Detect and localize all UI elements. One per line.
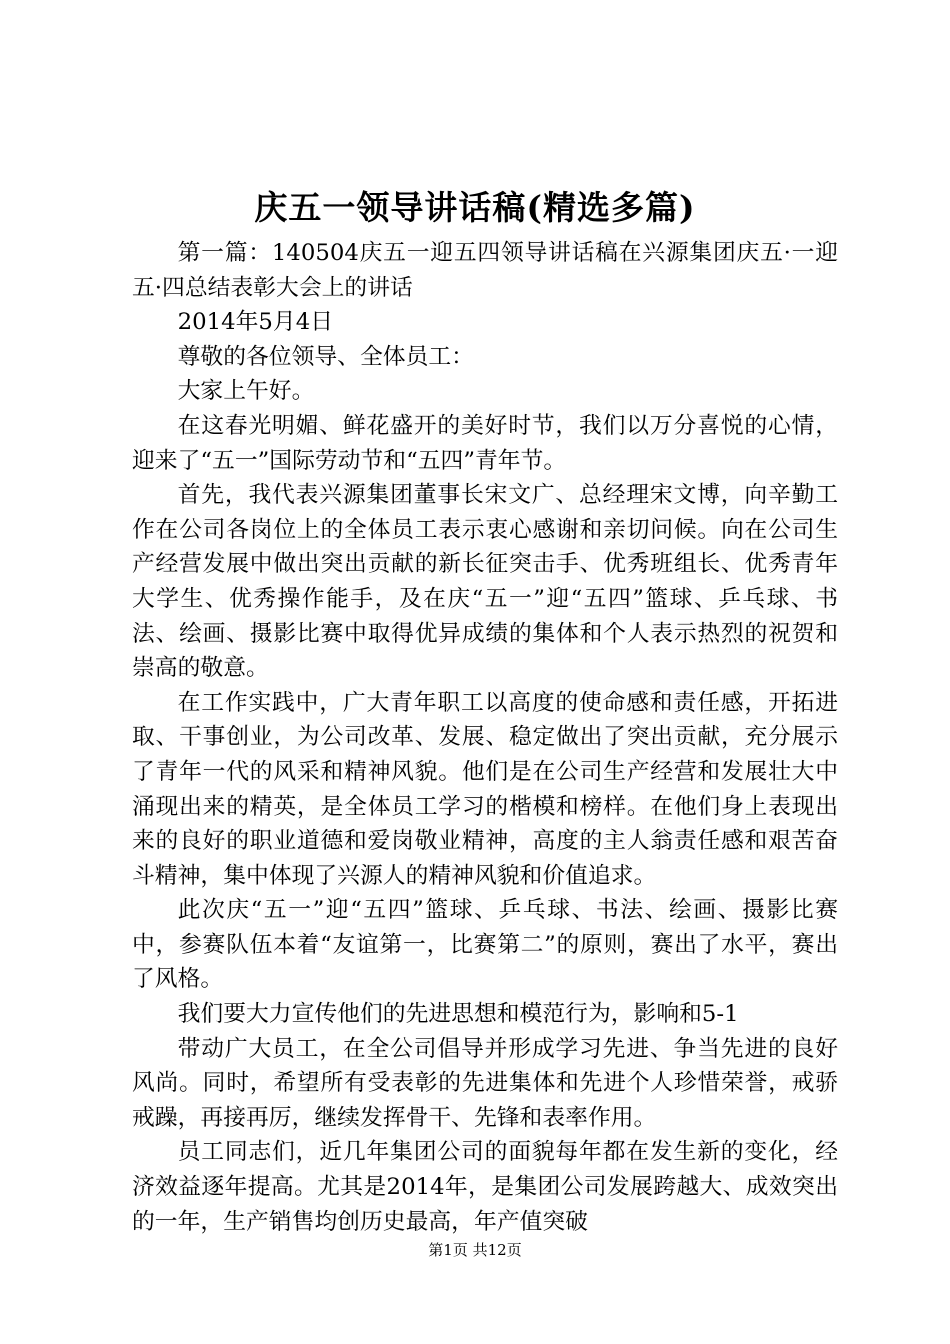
- document-body: [132, 236, 838, 1239]
- paragraph-body: 此次庆“五一”迎“五四”篮球、乒乓球、书法、绘画、摄影比赛中，参赛队伍本着“友谊第一，比赛第二”的原则，赛出了水平，赛出了风格。: [132, 897, 838, 993]
- paragraph-heading: 第一篇：140504庆五一迎五四领导讲话稿在兴源集团庆五·一迎五·四总结表彰大会上的讲话: [132, 240, 838, 301]
- paragraph-salutation: 尊敬的各位领导、全体员工：: [177, 343, 474, 370]
- paragraph-body: 在工作实践中，广大青年职工以高度的使命感和责任感，开拓进取、干事创业，为公司改革、发展、稳定做出了突出贡献，充分展示了青年一代的风采和精神风貌。他们是在公司生产经营和发展壮大中涌现出来的精英，是全体员工学习的楷模和榜样。在他们身上表现出来的良好的职业道德和爱岗敬业精神，高度的主人翁责任感和艰苦奋斗精神，集中体现了兴源人的精神风貌和价值追求。: [132, 689, 838, 889]
- paragraph-body: 我们要大力宣传他们的先进思想和模范行为，影响和5-1: [177, 1001, 739, 1028]
- paragraph-body: 员工同志们，近几年集团公司的面貌每年都在发生新的变化，经济效益逐年提高。尤其是2014年，是集团公司发展跨越大、成效突出的一年，生产销售均创历史最高，年产值突破: [132, 1139, 838, 1235]
- paragraph-body: 带动广大员工，在全公司倡导并形成学习先进、争当先进的良好风尚。同时，希望所有受表彰的先进集体和先进个人珍惜荣誉，戒骄戒躁，再接再厉，继续发挥骨干、先锋和表率作用。: [132, 1035, 838, 1131]
- paragraph-body: 首先，我代表兴源集团董事长宋文广、总经理宋文博，向辛勤工作在公司各岗位上的全体员工表示衷心感谢和亲切问候。向在公司生产经营发展中做出突出贡献的新长征突击手、优秀班组长、优秀青年大学生、优秀操作能手，及在庆“五一”迎“五四”篮球、乒乓球、书法、绘画、摄影比赛中取得优异成绩的集体和个人表示热烈的祝贺和崇高的敬意。: [132, 482, 838, 682]
- paragraph-greeting: 大家上午好。: [177, 378, 315, 405]
- paragraph-date: 2014年5月4日: [177, 309, 334, 336]
- page-number: 第1页 共12页: [428, 1241, 522, 1259]
- paragraph-body: 在这春光明媚、鲜花盛开的美好时节，我们以万分喜悦的心情，迎来了“五一”国际劳动节和“五四”青年节。: [132, 412, 838, 474]
- document-title: 庆五一领导讲话稿(精选多篇): [254, 188, 696, 227]
